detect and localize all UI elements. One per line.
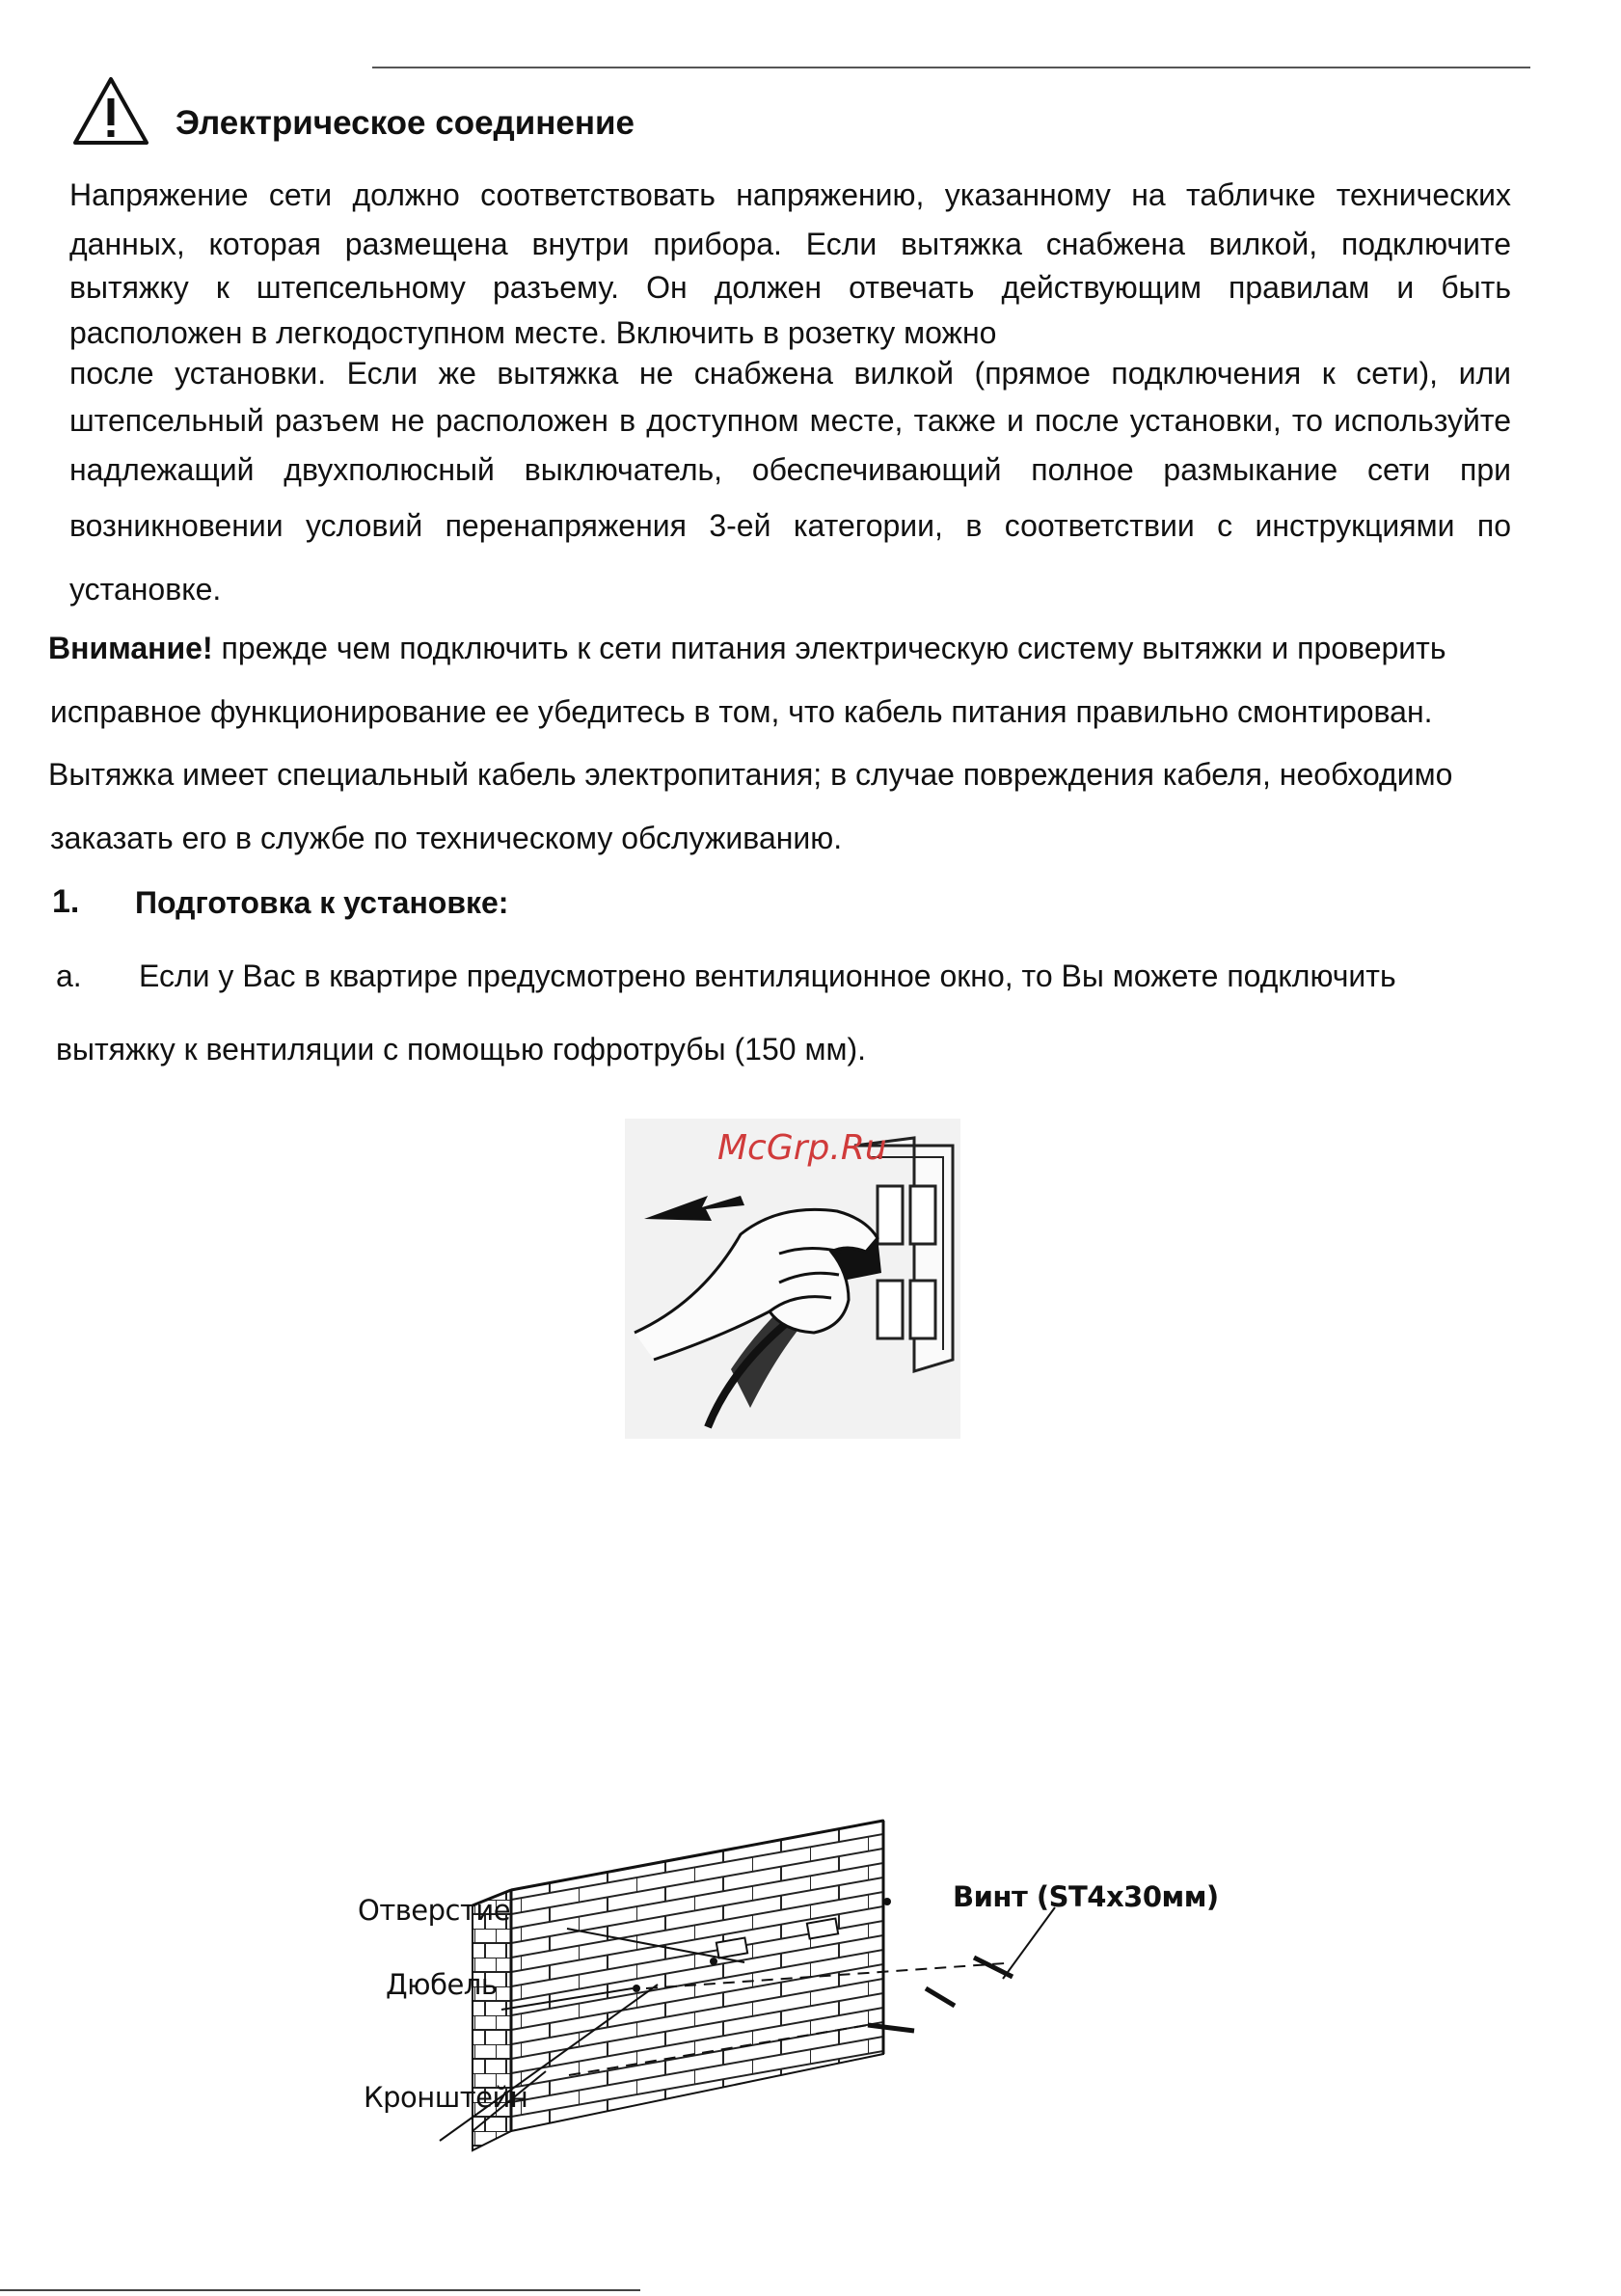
note-text: прежде чем подключить к сети питания электрическую систему вытяжки и проверить bbox=[212, 631, 1446, 665]
attention-label: Внимание! bbox=[48, 631, 213, 665]
paragraph-line: штепсельный разъем не расположен в доступном месте, также и после установки, то используйте bbox=[69, 403, 1511, 438]
label-dowel: Дюбель bbox=[386, 1968, 498, 2001]
label-bracket: Кронштейн bbox=[364, 2081, 528, 2114]
paragraph-line: Напряжение сети должно соответствовать напряжению, указанному на табличке технических bbox=[69, 177, 1511, 212]
watermark-text: McGrp.Ru bbox=[717, 1128, 887, 1168]
paragraph-line: после установки. Если же вытяжка не снабжена вилкой (прямое подключения к сети), или bbox=[69, 356, 1511, 391]
header-divider bbox=[372, 67, 1530, 68]
paragraph-line: расположен в легкодоступном месте. Включить в розетку можно bbox=[69, 315, 997, 350]
note-line: исправное функционирование ее убедитесь в том, что кабель питания правильно смонтирован. bbox=[50, 694, 1433, 729]
paragraph-line: вытяжку к штепсельному разъему. Он должен отвечать действующим правилам и быть bbox=[69, 270, 1511, 305]
paragraph-line: возникновении условий перенапряжения 3-ей категории, в соответствии с инструкциями по bbox=[69, 508, 1511, 543]
step-title: Подготовка к установке: bbox=[135, 885, 509, 920]
footer-divider bbox=[0, 2289, 640, 2291]
section-title: Электрическое соединение bbox=[176, 104, 635, 142]
item-text: Если у Вас в квартире предусмотрено вентиляционное окно, то Вы можете подключить bbox=[139, 959, 1396, 993]
step-number: 1. bbox=[52, 883, 80, 920]
paragraph-line: надлежащий двухполюсный выключатель, обеспечивающий полное размыкание сети при bbox=[69, 452, 1511, 487]
label-hole: Отверстие bbox=[358, 1894, 511, 1927]
note-line bbox=[48, 631, 1445, 666]
item-text-continued: вытяжку к вентиляции с помощью гофротрубы (150 мм). bbox=[56, 1032, 866, 1067]
label-screw: Винт (ST4x30мм) bbox=[953, 1880, 1219, 1913]
item-letter: a. bbox=[56, 959, 82, 993]
warning-triangle-icon bbox=[71, 75, 150, 147]
note-line: заказать его в службе по техническому обслуживанию. bbox=[50, 821, 843, 855]
paragraph-line: установке. bbox=[69, 572, 222, 607]
note-line: Вытяжка имеет специальный кабель электропитания; в случае повреждения кабеля, необходимо bbox=[48, 757, 1453, 792]
paragraph-line: данных, которая размещена внутри прибора. Если вытяжка снабжена вилкой, подключите bbox=[69, 227, 1511, 261]
